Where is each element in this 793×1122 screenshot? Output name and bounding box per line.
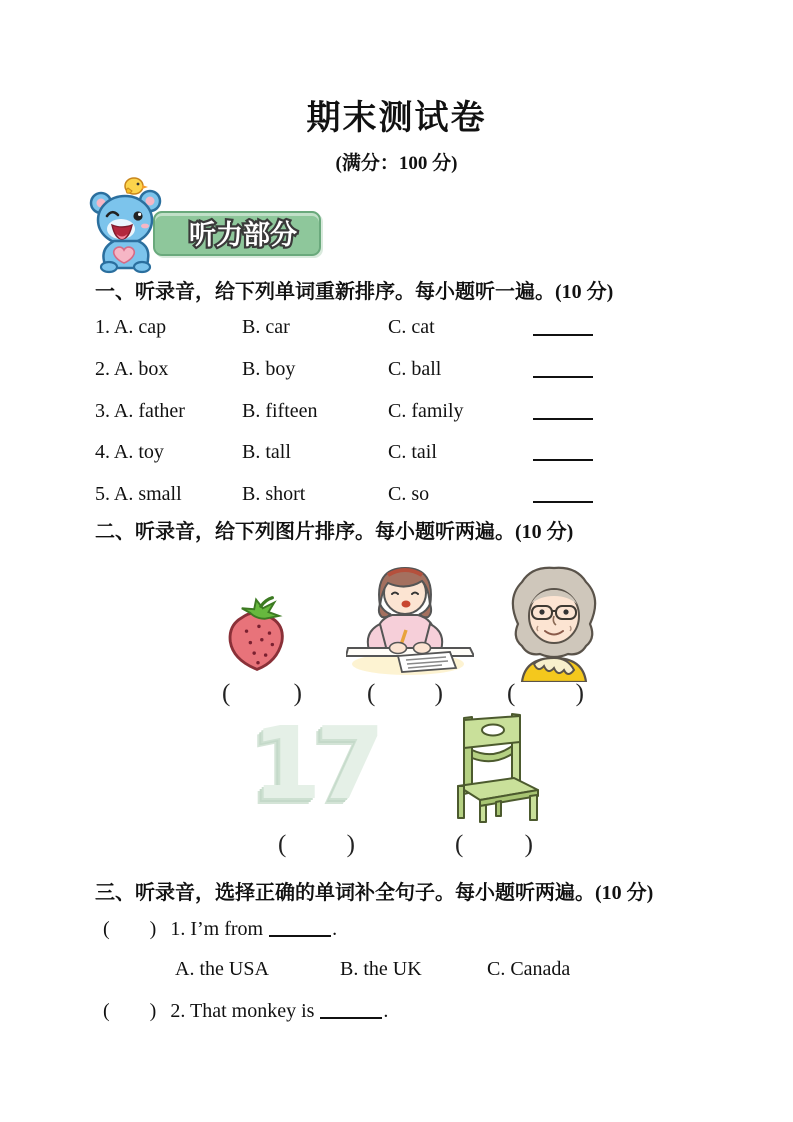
option-b: B. short <box>242 483 306 505</box>
paren-close: ) <box>434 680 443 707</box>
paren-open[interactable]: ( <box>103 1000 110 1022</box>
chair-image <box>450 712 540 824</box>
section-three-heading: 三、听录音，选择正确的单词补全句子。每小题听两遍。(10 分) <box>95 882 654 904</box>
listening-section-banner <box>153 211 321 256</box>
option-a: 3. A. father <box>95 400 185 422</box>
question-1-options <box>95 958 715 984</box>
question-1-line <box>95 918 337 941</box>
girl-writing-image <box>346 556 474 678</box>
option-a-the-usa: A. the USA <box>175 958 269 980</box>
paren-open: ( <box>507 680 516 707</box>
paren-open: ( <box>222 680 231 707</box>
option-c: C. ball <box>388 358 442 380</box>
strawberry-image <box>210 592 306 678</box>
option-c: C. tail <box>388 441 437 463</box>
option-b: B. fifteen <box>242 400 318 422</box>
word-row-2 <box>95 358 715 384</box>
paren-close: ) <box>149 918 157 940</box>
page-title: 期末测试卷 <box>306 100 487 137</box>
answer-blank-5[interactable] <box>533 485 593 503</box>
answer-paren-slot-5[interactable] <box>455 831 533 861</box>
answer-paren-slot-3[interactable] <box>507 680 584 710</box>
answer-blank-3[interactable] <box>533 402 593 420</box>
option-b: B. boy <box>242 358 296 380</box>
question-2-blank[interactable] <box>320 1003 382 1019</box>
paren-open: ( <box>278 831 287 858</box>
option-c: C. family <box>388 400 464 422</box>
answer-blank-1[interactable] <box>533 318 593 336</box>
answer-blank-4[interactable] <box>533 443 593 461</box>
question-1-text: 1. I’m from <box>170 918 264 940</box>
paren-open: ( <box>455 831 464 858</box>
full-score-subtitle: (满分：100 分) <box>335 153 458 174</box>
bear-chick-illustration <box>84 174 176 274</box>
period: . <box>332 918 338 940</box>
number-17-image: 17 <box>252 705 380 822</box>
paren-open[interactable]: ( <box>103 918 110 940</box>
mascot-bear-icon <box>84 174 176 274</box>
word-row-3 <box>95 400 715 426</box>
answer-paren-slot-4[interactable] <box>278 831 355 861</box>
paren-close: ) <box>524 831 533 858</box>
option-c: C. cat <box>388 316 435 338</box>
grandmother-image <box>498 562 610 682</box>
word-row-4 <box>95 441 715 467</box>
paren-close: ) <box>575 680 584 707</box>
option-b-the-uk: B. the UK <box>340 958 422 980</box>
period: . <box>383 1000 389 1022</box>
section-two-heading: 二、听录音，给下列图片排序。每小题听两遍。(10 分) <box>95 521 574 543</box>
option-b: B. car <box>242 316 290 338</box>
option-a: 4. A. toy <box>95 441 164 463</box>
option-c: C. so <box>388 483 430 505</box>
option-c-canada: C. Canada <box>487 958 571 980</box>
listening-banner-label: 听力部分 <box>189 220 297 251</box>
answer-blank-2[interactable] <box>533 360 593 378</box>
question-1-blank[interactable] <box>269 921 331 937</box>
option-b: B. tall <box>242 441 291 463</box>
option-a: 1. A. cap <box>95 316 167 338</box>
option-a: 5. A. small <box>95 483 182 505</box>
paren-open: ( <box>367 680 376 707</box>
banner-text-svg <box>155 213 319 254</box>
option-a: 2. A. box <box>95 358 169 380</box>
section-one-heading: 一、听录音，给下列单词重新排序。每小题听一遍。(10 分) <box>95 281 614 303</box>
paren-close: ) <box>149 1000 157 1022</box>
word-row-5 <box>95 483 715 509</box>
question-2-line <box>95 1000 388 1023</box>
question-2-text: 2. That monkey is <box>170 1000 315 1022</box>
word-row-1 <box>95 316 715 342</box>
paren-close: ) <box>293 680 302 707</box>
paren-close: ) <box>346 831 355 858</box>
